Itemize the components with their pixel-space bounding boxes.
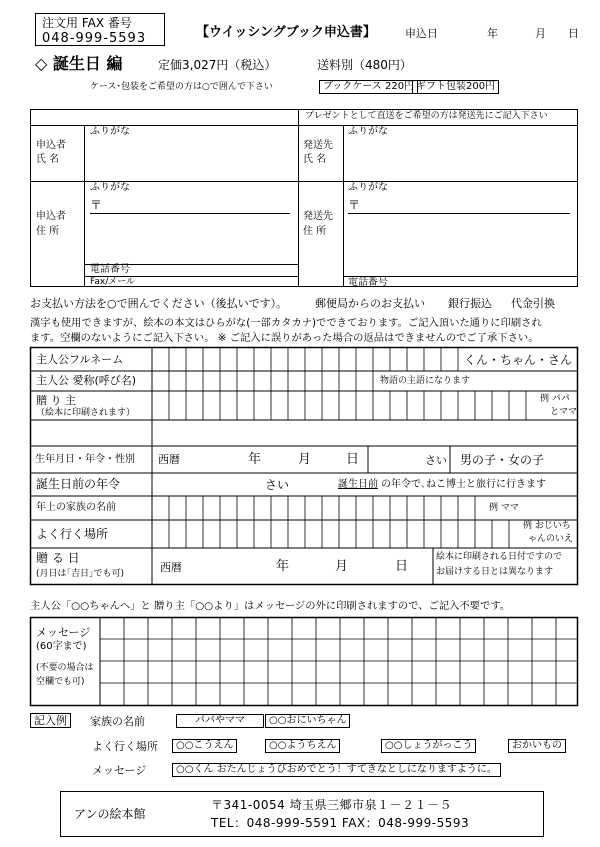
price: 定価3,027円（税込）	[158, 58, 277, 72]
hero-suffix: くん・ちゃん・さん	[464, 353, 573, 367]
fax-label: 注文用 FAX 番号	[42, 16, 132, 30]
present-note: プレゼントとして直送をご希望の方は発送先にご記入下さい	[305, 111, 548, 121]
payment-bank[interactable]: 銀行振込	[448, 297, 492, 310]
payment-postal[interactable]: 郵便局からのお支払い	[315, 297, 425, 310]
family-label: 年上の家族の名前	[36, 502, 116, 513]
sender-postal: 〒	[348, 198, 361, 212]
case-note: ケース･包装をご希望の方は○で囲んで下さい	[90, 82, 273, 92]
example-place-label: よく行く場所	[92, 740, 158, 753]
payment-label: お支払い方法を○で囲んでください（後払いです）。	[30, 297, 288, 310]
age-before-birthday-label: 誕生日前の年令	[36, 477, 121, 491]
fax-number: 048-999-5593	[42, 31, 147, 46]
furigana-applicant-name: ふりがな	[90, 126, 130, 137]
date-year: 年	[487, 27, 498, 40]
giver-label: 贈 り 主	[36, 394, 76, 407]
family-example: 例 ママ	[489, 503, 519, 513]
payment-cod[interactable]: 代金引換	[511, 297, 555, 310]
applicant-name-label: 申込者	[36, 140, 66, 151]
gift-wrap-option[interactable]: ギフト包装200円	[412, 80, 499, 94]
hero-nickname-label: 主人公 愛称(呼び名)	[36, 374, 137, 387]
message-label: メッセージ	[36, 626, 91, 639]
furigana-sender-name: ふりがな	[348, 126, 388, 137]
applicant-fax-mail-label: Fax/メール	[90, 277, 136, 287]
example-place-value-3: ○○しょうがっこう	[381, 739, 476, 753]
place-example: 例 おじいち	[523, 521, 571, 531]
example-label: 記入例	[30, 713, 71, 728]
birth-label: 生年月日・年令・性別	[35, 454, 135, 465]
shop-name: アンの絵本館	[74, 807, 146, 821]
sender-name-label: 発送先	[303, 140, 333, 151]
example-place-value-4: おかいもの	[508, 739, 566, 753]
example-family-label: 家族の名前	[90, 715, 145, 728]
date-label: 申込日	[405, 27, 438, 40]
shipping: 送料別（480円）	[317, 58, 412, 72]
shop-address: 〒341-0054 埼玉県三郷市泉１－２１－５	[211, 798, 453, 812]
applicant-phone-label: 電話番号	[90, 264, 130, 275]
date-month: 月	[535, 27, 546, 40]
place-label: よく行く場所	[36, 527, 109, 541]
furigana-applicant-address: ふりがな	[90, 182, 130, 193]
notice-line-2: ます。空欄のないようにご記入下さい。 ※ ご記入に誤りがあった場合の返品はできませんのでご了承下さい。	[30, 332, 539, 344]
shop-tel-fax: TEL：048-999-5591 FAX：048-999-5593	[211, 816, 470, 830]
message-input[interactable]	[101, 618, 577, 705]
hero-nickname-note: 物語の主語になります	[380, 376, 471, 386]
applicant-postal: 〒	[90, 198, 103, 212]
age-note: の年令で､ねこ博士と旅行に行きます	[381, 479, 546, 490]
applicant-address-label: 申込者	[36, 211, 66, 222]
date-day: 日	[568, 27, 579, 40]
gift-day-label: 贈 る 日	[36, 551, 80, 565]
edition-title: ◇ 誕生日 編	[35, 54, 123, 73]
book-case-option[interactable]: ブックケース 220円	[319, 80, 418, 94]
message-note: 主人公「○○ちゃんへ」と 贈り主「○○より」はメッセージの外に印刷されますので、ご記入不要です。	[30, 600, 511, 612]
furigana-sender-address: ふりがな	[348, 182, 388, 193]
example-message-label: メッセージ	[92, 764, 147, 777]
form-title: 【ウイッシングブック申込書】	[196, 25, 376, 40]
sender-phone-label: 電話番号	[348, 277, 388, 288]
notice-line-1: 漢字も使用できますが、絵本の本文はひらがな(一部カタカナ)でできております。ご記入頂いた通りに印刷され	[30, 317, 542, 329]
gift-date-note: 絵本に印刷される日付ですので	[436, 552, 563, 562]
example-family-value-1: パパやママ	[176, 714, 264, 728]
example-family-value-2: ○○おにいちゃん	[265, 714, 350, 728]
sender-address-label: 発送先	[303, 211, 333, 222]
hero-fullname-label: 主人公フルネーム	[36, 353, 124, 366]
giver-example: 例 パパ	[540, 394, 570, 404]
gender-options[interactable]: 男の子・女の子	[460, 453, 545, 467]
example-place-value-2: ○○ようちえん	[265, 739, 340, 753]
example-message-value: ○○くん おたんじょうびおめでとう！すてきなとしになりますように。	[172, 763, 501, 777]
example-place-value-1: ○○こうえん	[172, 739, 237, 753]
